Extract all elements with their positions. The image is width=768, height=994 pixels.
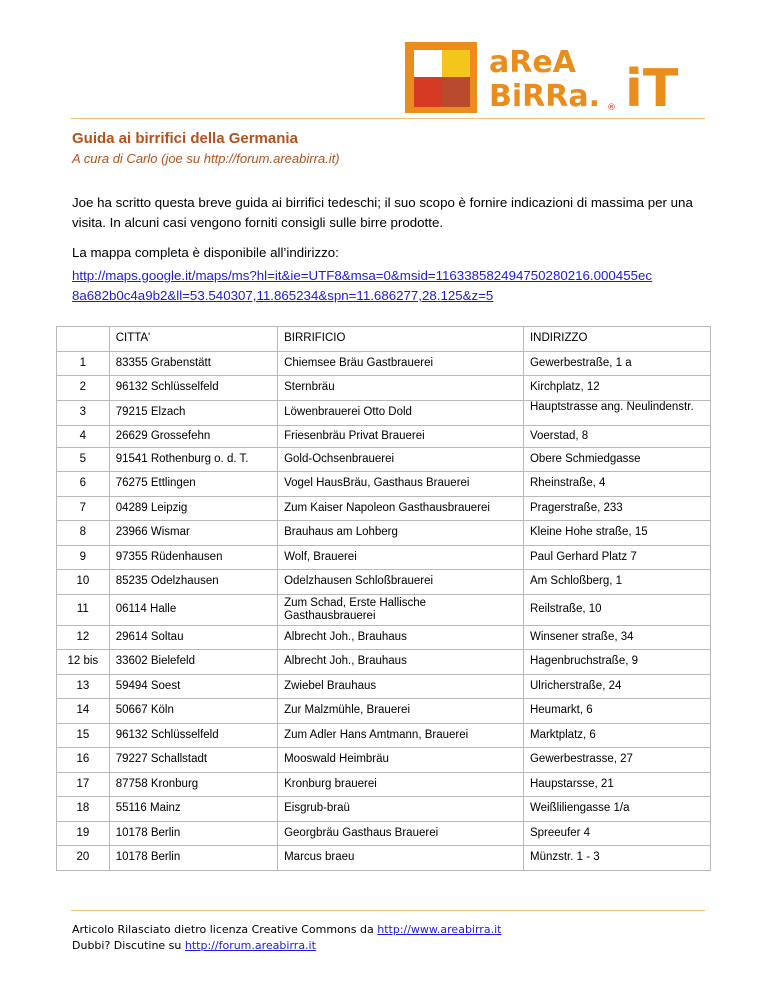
table-row	[57, 821, 711, 846]
row-number: 14	[57, 699, 110, 724]
table-row	[57, 545, 711, 570]
brewery-cell: Wolf, Brauerei	[278, 545, 524, 570]
row-number: 2	[57, 376, 110, 401]
page-subtitle: A cura di Carlo (joe su http://forum.areabirra.it)	[72, 151, 340, 166]
address-cell: Weißliliengasse 1/a	[523, 797, 710, 822]
row-number: 1	[57, 351, 110, 376]
city-cell: 59494 Soest	[109, 674, 277, 699]
row-number: 5	[57, 447, 110, 472]
city-cell: 87758 Kronburg	[109, 772, 277, 797]
brewery-cell: Zum Adler Hans Amtmann, Brauerei	[278, 723, 524, 748]
address-cell: Winsener straße, 34	[523, 625, 710, 650]
table-row	[57, 570, 711, 595]
logo-square-white	[414, 50, 442, 77]
table-row	[57, 447, 711, 472]
brewery-cell: Kronburg brauerei	[278, 772, 524, 797]
city-cell: 10178 Berlin	[109, 821, 277, 846]
row-number: 11	[57, 594, 110, 625]
address-cell: Gewerbestrasse, 27	[523, 748, 710, 773]
footer-license-text: Articolo Rilasciato dietro licenza Creative Commons da	[72, 923, 378, 936]
footer	[72, 922, 501, 954]
brewery-cell: Vogel HausBräu, Gasthaus Brauerei	[278, 472, 524, 497]
city-cell: 04289 Leipzig	[109, 496, 277, 521]
table-header-row	[57, 327, 711, 352]
table-row	[57, 376, 711, 401]
brewery-cell: Odelzhausen Schloßbrauerei	[278, 570, 524, 595]
map-link[interactable]	[72, 266, 702, 306]
header-rule	[71, 118, 705, 119]
table-row	[57, 351, 711, 376]
brewery-cell: Zum Kaiser Napoleon Gasthausbrauerei	[278, 496, 524, 521]
footer-forum-text: Dubbi? Discutine su	[72, 939, 185, 952]
logo-square-brown	[442, 77, 470, 107]
footer-rule	[71, 910, 705, 911]
row-number: 6	[57, 472, 110, 497]
address-cell: Obere Schmiedgasse	[523, 447, 710, 472]
city-cell: 91541 Rothenburg o. d. T.	[109, 447, 277, 472]
column-header	[57, 327, 110, 352]
address-cell: Haupstarsse, 21	[523, 772, 710, 797]
table-row	[57, 748, 711, 773]
table-row	[57, 772, 711, 797]
city-cell: 10178 Berlin	[109, 846, 277, 871]
address-cell: Am Schloßberg, 1	[523, 570, 710, 595]
footer-forum-line	[72, 938, 501, 954]
city-cell: 97355 Rüdenhausen	[109, 545, 277, 570]
row-number: 13	[57, 674, 110, 699]
logo-registered-mark: ®	[607, 103, 616, 113]
row-number: 16	[57, 748, 110, 773]
brewery-cell: Eisgrub-braü	[278, 797, 524, 822]
areabirra-logo	[403, 40, 693, 115]
brewery-cell: Marcus braeu	[278, 846, 524, 871]
map-link-line-1[interactable]: http://maps.google.it/maps/ms?hl=it&ie=UTF8&msa=0&msid=116338582494750280216.000455ec	[72, 268, 653, 283]
row-number: 15	[57, 723, 110, 748]
row-number: 8	[57, 521, 110, 546]
row-number: 7	[57, 496, 110, 521]
address-cell: Ulricherstraße, 24	[523, 674, 710, 699]
brewery-cell: Friesenbräu Privat Brauerei	[278, 425, 524, 447]
city-cell: 76275 Ettlingen	[109, 472, 277, 497]
brewery-cell: Zum Schad, Erste Hallische Gasthausbrauerei	[278, 594, 524, 625]
logo-text-birra: BiRRa.	[489, 79, 600, 114]
column-header: BIRRIFICIO	[278, 327, 524, 352]
city-cell: 85235 Odelzhausen	[109, 570, 277, 595]
address-text: Hauptstrasse ang. Neulindenstr.	[529, 400, 694, 413]
address-cell	[523, 400, 710, 425]
row-number: 10	[57, 570, 110, 595]
table-row	[57, 723, 711, 748]
brewery-cell: Löwenbrauerei Otto Dold	[278, 400, 524, 425]
table-row	[57, 846, 711, 871]
logo-text-area: aReA	[489, 45, 576, 80]
brewery-cell: Albrecht Joh., Brauhaus	[278, 650, 524, 675]
address-cell: Pragerstraße, 233	[523, 496, 710, 521]
city-cell: 96132 Schlüsselfeld	[109, 723, 277, 748]
table-row	[57, 496, 711, 521]
row-number: 12 bis	[57, 650, 110, 675]
address-cell: Kirchplatz, 12	[523, 376, 710, 401]
address-cell: Reilstraße, 10	[523, 594, 710, 625]
address-cell: Marktplatz, 6	[523, 723, 710, 748]
city-cell: 96132 Schlüsselfeld	[109, 376, 277, 401]
map-link-line-2[interactable]: 8a682b0c4a9b2&ll=53.540307,11.865234&spn=11.686277,28.125&z=5	[72, 288, 494, 303]
city-cell: 33602 Bielefeld	[109, 650, 277, 675]
table-row	[57, 625, 711, 650]
address-cell: Heumarkt, 6	[523, 699, 710, 724]
brewery-cell: Mooswald Heimbräu	[278, 748, 524, 773]
brewery-cell: Brauhaus am Lohberg	[278, 521, 524, 546]
address-cell: Paul Gerhard Platz 7	[523, 545, 710, 570]
address-cell: Rheinstraße, 4	[523, 472, 710, 497]
city-cell: 26629 Grossefehn	[109, 425, 277, 447]
table-row	[57, 650, 711, 675]
table-row	[57, 425, 711, 447]
table-row	[57, 674, 711, 699]
row-number: 20	[57, 846, 110, 871]
breweries-table	[56, 326, 711, 871]
address-cell: Kleine Hohe straße, 15	[523, 521, 710, 546]
row-number: 4	[57, 425, 110, 447]
brewery-cell: Sternbräu	[278, 376, 524, 401]
footer-license-line	[72, 922, 501, 938]
brewery-cell: Zwiebel Brauhaus	[278, 674, 524, 699]
column-header: CITTA'	[109, 327, 277, 352]
address-cell: Voerstad, 8	[523, 425, 710, 447]
row-number: 3	[57, 400, 110, 425]
row-number: 9	[57, 545, 110, 570]
page-title: Guida ai birrifici della Germania	[72, 130, 298, 147]
address-cell: Münzstr. 1 - 3	[523, 846, 710, 871]
row-number: 18	[57, 797, 110, 822]
table-row	[57, 797, 711, 822]
address-cell: Gewerbestraße, 1 a	[523, 351, 710, 376]
city-cell: 79227 Schallstadt	[109, 748, 277, 773]
row-number: 12	[57, 625, 110, 650]
logo-square-yellow	[442, 50, 470, 77]
brewery-cell: Chiemsee Bräu Gastbrauerei	[278, 351, 524, 376]
city-cell: 50667 Köln	[109, 699, 277, 724]
footer-site-link[interactable]: http://www.areabirra.it	[377, 923, 502, 936]
row-number: 17	[57, 772, 110, 797]
city-cell: 06114 Halle	[109, 594, 277, 625]
logo-text-it: iT	[625, 59, 679, 115]
map-label: La mappa completa è disponibile all’indirizzo:	[72, 245, 339, 260]
brewery-cell: Gold-Ochsenbrauerei	[278, 447, 524, 472]
table-row	[57, 472, 711, 497]
address-cell: Spreeufer 4	[523, 821, 710, 846]
table-row	[57, 594, 711, 625]
city-cell: 29614 Soltau	[109, 625, 277, 650]
table-row	[57, 699, 711, 724]
table-row	[57, 521, 711, 546]
intro-paragraph: Joe ha scritto questa breve guida ai birrifici tedeschi; il suo scopo è fornire indicazioni di massima per una visita. In alcuni casi vengono forniti consigli sulle birre prodotte.	[72, 195, 693, 230]
city-cell: 55116 Mainz	[109, 797, 277, 822]
logo-square-red	[414, 77, 442, 107]
brewery-cell: Zur Malzmühle, Brauerei	[278, 699, 524, 724]
column-header: INDIRIZZO	[523, 327, 710, 352]
city-cell: 83355 Grabenstätt	[109, 351, 277, 376]
city-cell: 23966 Wismar	[109, 521, 277, 546]
brewery-cell: Albrecht Joh., Brauhaus	[278, 625, 524, 650]
city-cell: 79215 Elzach	[109, 400, 277, 425]
address-cell: Hagenbruchstraße, 9	[523, 650, 710, 675]
table-row	[57, 400, 711, 425]
footer-forum-link[interactable]: http://forum.areabirra.it	[184, 939, 316, 952]
brewery-cell: Georgbräu Gasthaus Brauerei	[278, 821, 524, 846]
row-number: 19	[57, 821, 110, 846]
